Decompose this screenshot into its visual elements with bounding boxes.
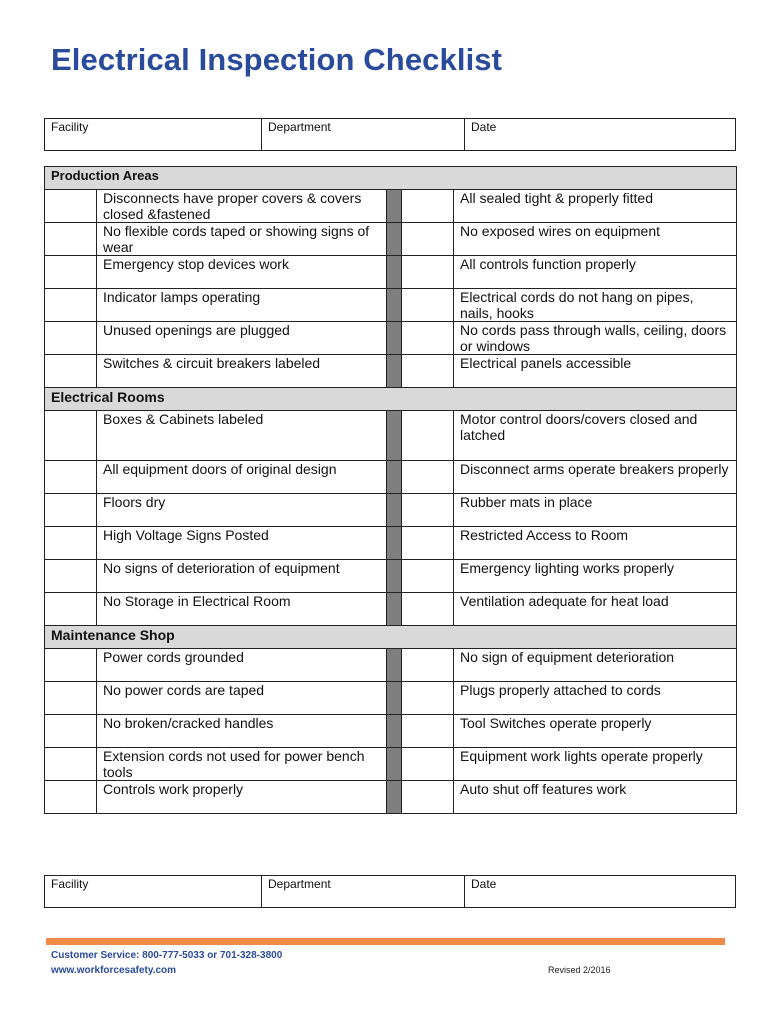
section-header bbox=[45, 626, 737, 649]
item-label: Motor control doors/covers closed and latched bbox=[454, 411, 737, 461]
checklist-row bbox=[45, 494, 737, 527]
checkbox-cell[interactable] bbox=[402, 461, 454, 494]
checklist-row bbox=[45, 748, 737, 781]
checkbox-cell[interactable] bbox=[402, 560, 454, 593]
checkbox-cell[interactable] bbox=[402, 715, 454, 748]
date-field[interactable] bbox=[465, 876, 736, 908]
checklist-row bbox=[45, 682, 737, 715]
checklist-row bbox=[45, 527, 737, 560]
checklist-row bbox=[45, 781, 737, 814]
customer-service-text: Customer Service: 800-777-5033 or 701-328-3800 bbox=[51, 950, 283, 961]
checkbox-cell[interactable] bbox=[45, 560, 97, 593]
item-label: Tool Switches operate properly bbox=[454, 715, 737, 748]
page-title: Electrical Inspection Checklist bbox=[51, 42, 503, 77]
checkbox-cell[interactable] bbox=[402, 649, 454, 682]
checklist-table bbox=[44, 166, 737, 814]
checkbox-cell[interactable] bbox=[402, 289, 454, 322]
item-label: No exposed wires on equipment bbox=[454, 223, 737, 256]
column-divider bbox=[387, 748, 402, 781]
facility-label: Facility bbox=[51, 877, 89, 891]
checkbox-cell[interactable] bbox=[45, 223, 97, 256]
item-label: No signs of deterioration of equipment bbox=[97, 560, 387, 593]
website-link[interactable]: www.workforcesafety.com bbox=[51, 965, 177, 976]
item-label: All sealed tight & properly fitted bbox=[454, 190, 737, 223]
column-divider bbox=[387, 682, 402, 715]
checkbox-cell[interactable] bbox=[45, 781, 97, 814]
checkbox-cell[interactable] bbox=[45, 355, 97, 388]
column-divider bbox=[387, 593, 402, 626]
revised-date: Revised 2/2016 bbox=[548, 965, 611, 975]
checkbox-cell[interactable] bbox=[402, 527, 454, 560]
item-label: Electrical panels accessible bbox=[454, 355, 737, 388]
checkbox-cell[interactable] bbox=[402, 781, 454, 814]
checkbox-cell[interactable] bbox=[45, 715, 97, 748]
checkbox-cell[interactable] bbox=[402, 223, 454, 256]
checkbox-cell[interactable] bbox=[402, 322, 454, 355]
item-label: Equipment work lights operate properly bbox=[454, 748, 737, 781]
checklist-row bbox=[45, 560, 737, 593]
item-label: Indicator lamps operating bbox=[97, 289, 387, 322]
item-label: No flexible cords taped or showing signs of wear bbox=[97, 223, 387, 256]
column-divider bbox=[387, 256, 402, 289]
item-label: All controls function properly bbox=[454, 256, 737, 289]
section-title: Electrical Rooms bbox=[45, 388, 737, 411]
checklist-row bbox=[45, 223, 737, 256]
checkbox-cell[interactable] bbox=[45, 748, 97, 781]
column-divider bbox=[387, 781, 402, 814]
item-label: Ventilation adequate for heat load bbox=[454, 593, 737, 626]
checkbox-cell[interactable] bbox=[45, 411, 97, 461]
checkbox-cell[interactable] bbox=[45, 682, 97, 715]
checkbox-cell[interactable] bbox=[45, 289, 97, 322]
section-title: Maintenance Shop bbox=[45, 626, 737, 649]
checklist-row bbox=[45, 715, 737, 748]
checkbox-cell[interactable] bbox=[402, 256, 454, 289]
item-label: Disconnects have proper covers & covers closed &fastened bbox=[97, 190, 387, 223]
item-label: Restricted Access to Room bbox=[454, 527, 737, 560]
section-header bbox=[45, 388, 737, 411]
checkbox-cell[interactable] bbox=[45, 256, 97, 289]
item-label: No Storage in Electrical Room bbox=[97, 593, 387, 626]
column-divider bbox=[387, 223, 402, 256]
footer-accent-bar bbox=[46, 938, 725, 945]
column-divider bbox=[387, 289, 402, 322]
item-label: Electrical cords do not hang on pipes, nails, hooks bbox=[454, 289, 737, 322]
info-table-top bbox=[44, 118, 736, 151]
item-label: Disconnect arms operate breakers properly bbox=[454, 461, 737, 494]
info-table-bottom bbox=[44, 875, 736, 908]
checklist-row bbox=[45, 190, 737, 223]
item-label: Switches & circuit breakers labeled bbox=[97, 355, 387, 388]
column-divider bbox=[387, 411, 402, 461]
column-divider bbox=[387, 494, 402, 527]
checklist-row bbox=[45, 289, 737, 322]
checkbox-cell[interactable] bbox=[402, 748, 454, 781]
checkbox-cell[interactable] bbox=[402, 355, 454, 388]
checklist-row bbox=[45, 461, 737, 494]
checklist-row bbox=[45, 411, 737, 461]
item-label: Extension cords not used for power bench tools bbox=[97, 748, 387, 781]
checkbox-cell[interactable] bbox=[402, 494, 454, 527]
checklist-row bbox=[45, 355, 737, 388]
facility-label: Facility bbox=[51, 120, 89, 134]
department-label: Department bbox=[268, 877, 331, 891]
item-label: Unused openings are plugged bbox=[97, 322, 387, 355]
checkbox-cell[interactable] bbox=[45, 322, 97, 355]
column-divider bbox=[387, 649, 402, 682]
item-label: No broken/cracked handles bbox=[97, 715, 387, 748]
item-label: High Voltage Signs Posted bbox=[97, 527, 387, 560]
item-label: No sign of equipment deterioration bbox=[454, 649, 737, 682]
item-label: Plugs properly attached to cords bbox=[454, 682, 737, 715]
item-label: Emergency stop devices work bbox=[97, 256, 387, 289]
checkbox-cell[interactable] bbox=[45, 593, 97, 626]
checkbox-cell[interactable] bbox=[402, 682, 454, 715]
checkbox-cell[interactable] bbox=[45, 494, 97, 527]
checklist-row bbox=[45, 593, 737, 626]
checkbox-cell[interactable] bbox=[45, 190, 97, 223]
checklist-row bbox=[45, 322, 737, 355]
checkbox-cell[interactable] bbox=[45, 527, 97, 560]
checkbox-cell[interactable] bbox=[402, 593, 454, 626]
column-divider bbox=[387, 322, 402, 355]
item-label: Power cords grounded bbox=[97, 649, 387, 682]
column-divider bbox=[387, 190, 402, 223]
checklist-row bbox=[45, 256, 737, 289]
date-label: Date bbox=[471, 877, 497, 891]
date-field[interactable] bbox=[465, 119, 736, 151]
column-divider bbox=[387, 560, 402, 593]
item-label: Rubber mats in place bbox=[454, 494, 737, 527]
department-field[interactable] bbox=[262, 119, 465, 151]
section-title: Production Areas bbox=[45, 167, 737, 190]
item-label: All equipment doors of original design bbox=[97, 461, 387, 494]
item-label: Auto shut off features work bbox=[454, 781, 737, 814]
facility-field[interactable] bbox=[45, 876, 262, 908]
column-divider bbox=[387, 355, 402, 388]
item-label: No cords pass through walls, ceiling, doors or windows bbox=[454, 322, 737, 355]
checklist-row bbox=[45, 649, 737, 682]
checkbox-cell[interactable] bbox=[402, 411, 454, 461]
section-header bbox=[45, 167, 737, 190]
checkbox-cell[interactable] bbox=[45, 461, 97, 494]
column-divider bbox=[387, 461, 402, 494]
item-label: Floors dry bbox=[97, 494, 387, 527]
checkbox-cell[interactable] bbox=[402, 190, 454, 223]
item-label: Boxes & Cabinets labeled bbox=[97, 411, 387, 461]
item-label: Emergency lighting works properly bbox=[454, 560, 737, 593]
department-label: Department bbox=[268, 120, 331, 134]
column-divider bbox=[387, 715, 402, 748]
facility-field[interactable] bbox=[45, 119, 262, 151]
column-divider bbox=[387, 527, 402, 560]
item-label: Controls work properly bbox=[97, 781, 387, 814]
date-label: Date bbox=[471, 120, 497, 134]
checkbox-cell[interactable] bbox=[45, 649, 97, 682]
department-field[interactable] bbox=[262, 876, 465, 908]
item-label: No power cords are taped bbox=[97, 682, 387, 715]
